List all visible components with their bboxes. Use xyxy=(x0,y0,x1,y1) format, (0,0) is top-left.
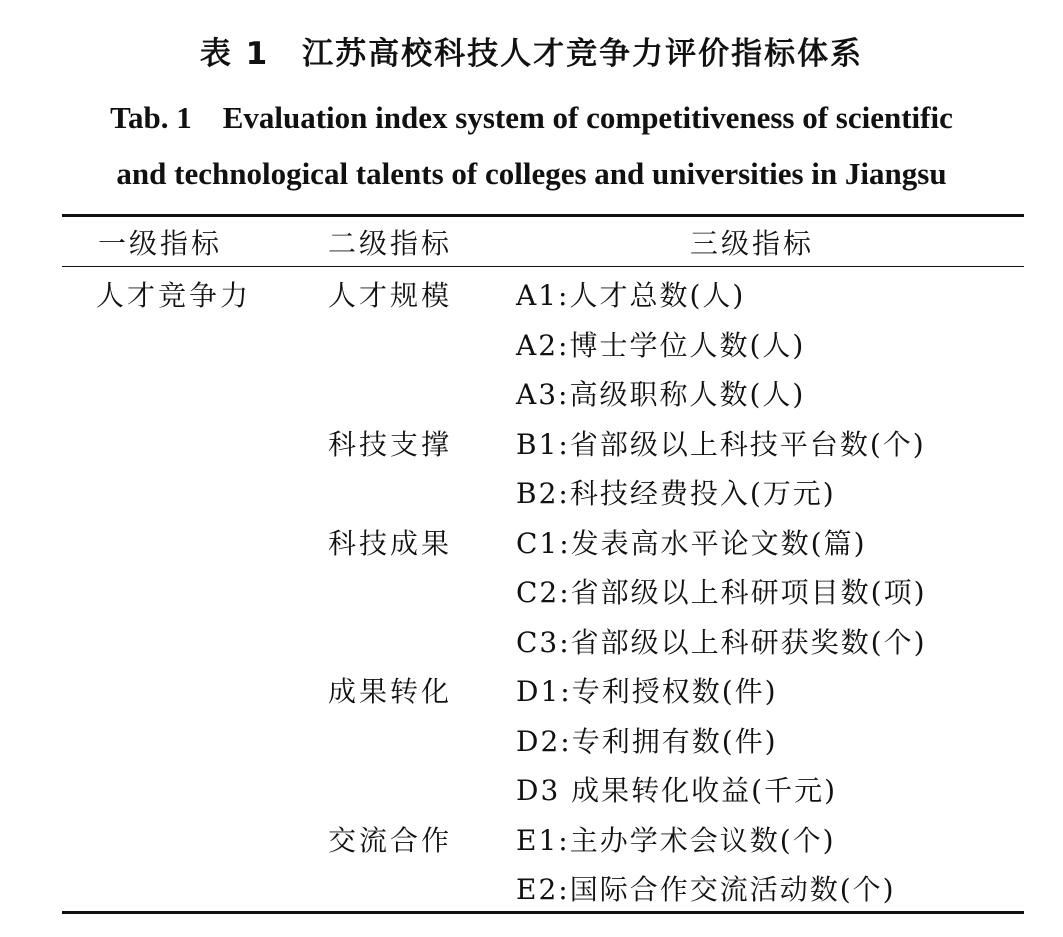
level-3-cell: A2:博士学位人数(人) xyxy=(516,328,806,362)
table-title-english-line-2: and technological talents of colleges and universities in Jiangsu xyxy=(116,156,947,191)
level-3-cell: D3 成果转化收益(千元) xyxy=(516,774,838,807)
level-3-cell: B2:科技经费投入(万元) xyxy=(516,477,836,510)
column-header-level-2: 二级指标 xyxy=(328,227,453,260)
level-3-cell: E1:主办学术会议数(个) xyxy=(516,823,836,857)
table-header-rule xyxy=(62,266,1024,267)
level-2-cell: 科技支撑 xyxy=(328,427,453,461)
table-bottom-rule xyxy=(62,911,1024,914)
level-3-cell: D1:专利授权数(件) xyxy=(516,675,778,708)
table-row xyxy=(0,716,1063,766)
level-3-cell: C3:省部级以上科研获奖数(个) xyxy=(516,625,927,659)
level-3-cell: C2:省部级以上科研项目数(项) xyxy=(516,576,927,609)
level-2-cell: 科技成果 xyxy=(328,526,453,560)
column-header-level-1: 一级指标 xyxy=(98,227,223,260)
level-2-cell: 人才规模 xyxy=(328,279,453,312)
level-2-cell: 成果转化 xyxy=(328,675,453,708)
level-3-cell: A1:人才总数(人) xyxy=(516,279,746,312)
table-body xyxy=(0,270,1063,914)
level-3-cell: A3:高级职称人数(人) xyxy=(516,378,806,411)
table-title-english-line-1: Tab. 1 Evaluation index system of competitiveness of scientific xyxy=(110,100,953,135)
level-3-cell: E2:国际合作交流活动数(个) xyxy=(516,873,896,906)
level-3-cell: B1:省部级以上科技平台数(个) xyxy=(516,427,926,461)
table-row xyxy=(0,419,1063,469)
table-row xyxy=(0,765,1063,815)
table-row xyxy=(0,815,1063,865)
table-row xyxy=(0,369,1063,419)
level-2-cell: 交流合作 xyxy=(328,823,453,857)
level-3-cell: D2:专利拥有数(件) xyxy=(516,724,778,758)
level-1-cell: 人才竞争力 xyxy=(96,279,252,312)
table-row xyxy=(0,518,1063,568)
level-3-cell: C1:发表高水平论文数(篇) xyxy=(516,526,867,560)
table-row xyxy=(0,320,1063,370)
table-row xyxy=(0,468,1063,518)
table-row xyxy=(0,666,1063,716)
table-row xyxy=(0,864,1063,914)
table-top-rule xyxy=(62,214,1024,217)
table-row xyxy=(0,270,1063,320)
table-row xyxy=(0,567,1063,617)
table-row xyxy=(0,617,1063,667)
table-title-chinese: 表 1 江苏高校科技人才竞争力评价指标体系 xyxy=(199,36,864,72)
column-header-level-3: 三级指标 xyxy=(690,227,815,260)
